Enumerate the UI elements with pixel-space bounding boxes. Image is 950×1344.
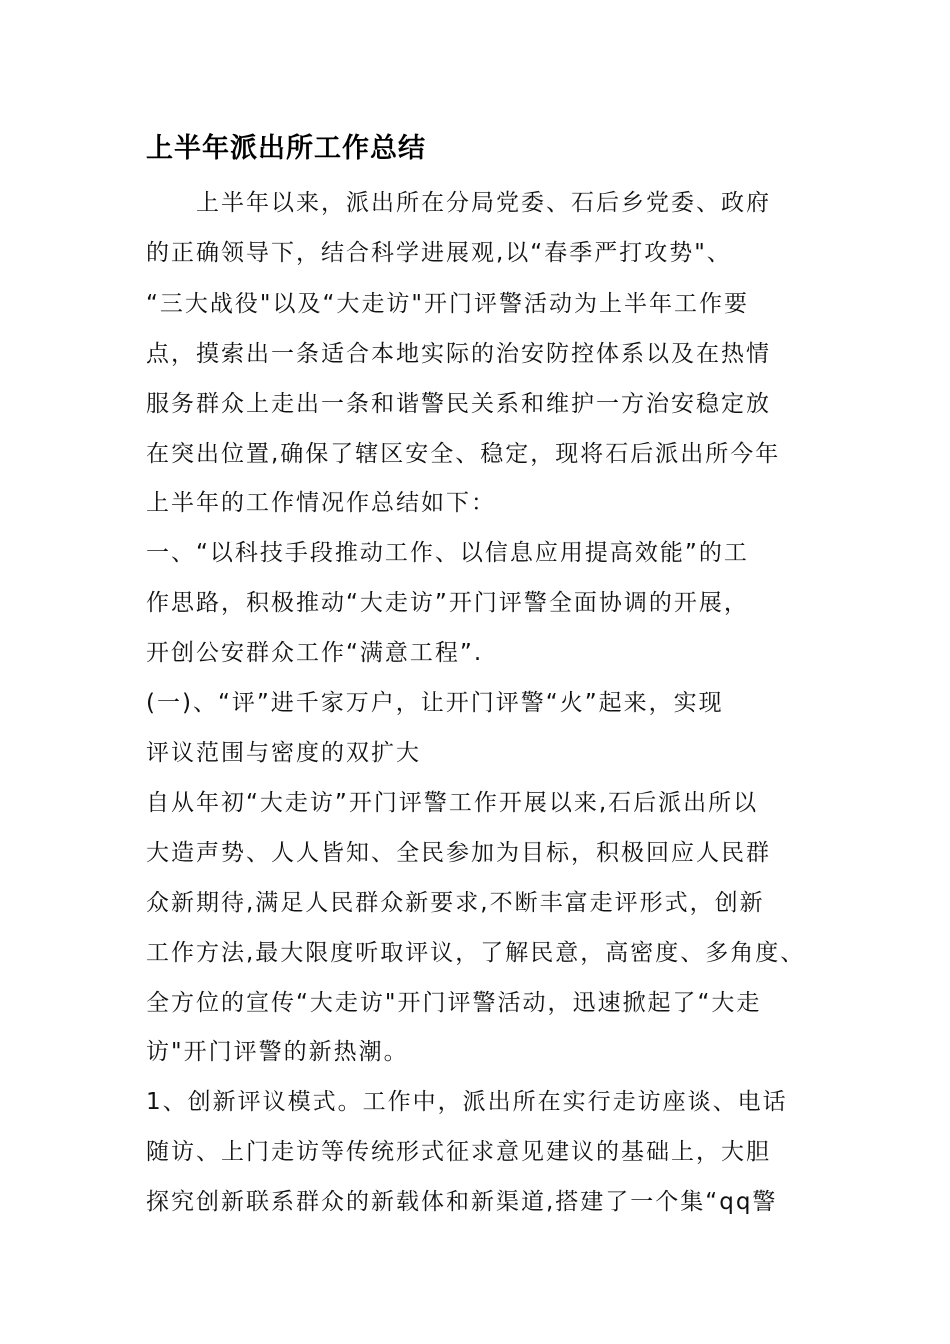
subsection-heading-line: 评议范围与密度的双扩大 [146,740,421,766]
paragraph-line: 随访、上门走访等传统形式征求意见建议的基础上，大胆 [146,1139,771,1165]
section-heading-line: 作思路，积极推动“大走访”开门评警全面协调的开展， [146,590,749,616]
paragraph-line: 众新期待,满足人民群众新要求,不断丰富走评形式，创新 [146,890,765,916]
paragraph-line: 点，摸索出一条适合本地实际的治安防控体系以及在热情 [146,341,771,367]
section-heading-line: 一、“以科技手段推动工作、以信息应用提高效能”的工 [146,540,749,566]
paragraph-line: 的正确领导下，结合科学进展观,以“春季严打攻势"、 [146,240,732,266]
paragraph-line: 上半年以来，派出所在分局党委、石后乡党委、政府 [146,190,771,216]
paragraph-line: 全方位的宣传“大走访"开门评警活动，迅速掀起了“大走 [146,990,762,1016]
paragraph-line: 1、创新评议模式。工作中，派出所在实行走访座谈、电话 [146,1089,788,1115]
paragraph-line: 大造声势、人人皆知、全民参加为目标，积极回应人民群 [146,840,771,866]
document-title: 上半年派出所工作总结 [146,133,426,164]
paragraph-line: 自从年初“大走访”开门评警工作开展以来,石后派出所以 [146,790,759,816]
subsection-heading-line: (一)、“评”进千家万户，让开门评警“火”起来，实现 [146,690,724,716]
paragraph-line: 在突出位置,确保了辖区安全、稳定，现将石后派出所今年 [146,441,781,467]
section-heading-line: 开创公安群众工作“满意工程”. [146,640,484,666]
paragraph-line: 探究创新联系群众的新载体和新渠道,搭建了一个集“qq警 [146,1189,778,1215]
paragraph-line: 服务群众上走出一条和谐警民关系和维护一方治安稳定放 [146,391,771,417]
paragraph-line: 上半年的工作情况作总结如下： [146,490,496,516]
paragraph-line: 工作方法,最大限度听取评议，了解民意，高密度、多角度、 [146,940,806,966]
paragraph-line: 访"开门评警的新热潮。 [146,1039,409,1065]
paragraph-line: “三大战役"以及“大走访"开门评警活动为上半年工作要 [146,291,749,317]
